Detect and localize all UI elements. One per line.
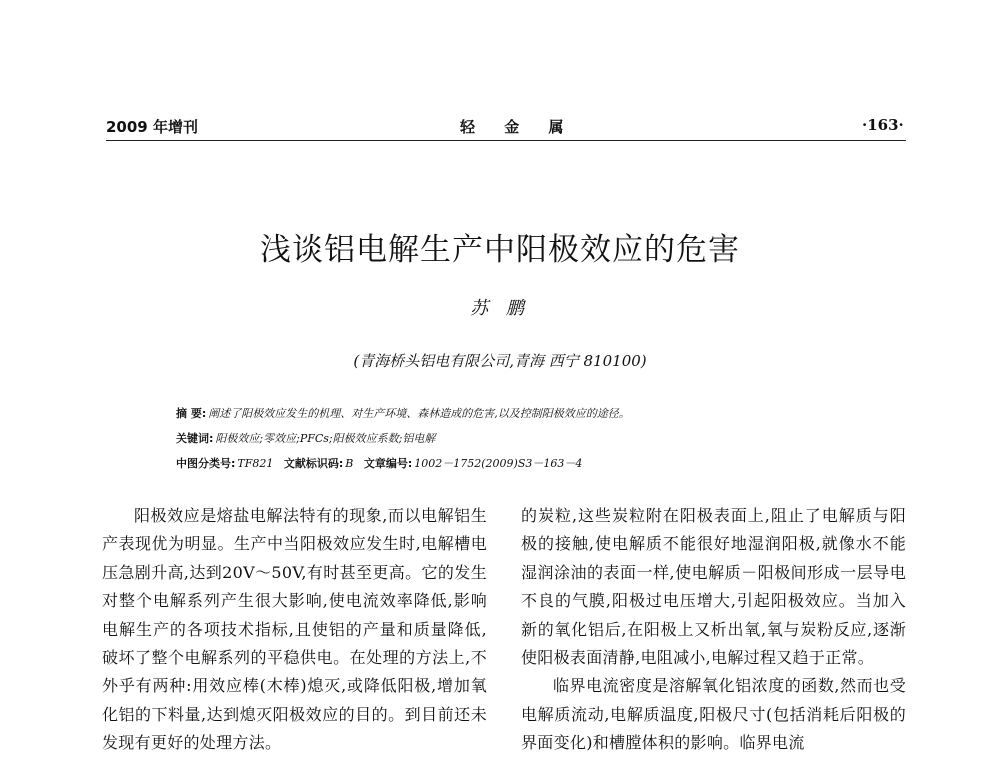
author: 苏 鹏 — [470, 298, 530, 319]
article-number-value: 1002－1752(2009)S3－163－4 — [414, 457, 583, 470]
body-paragraph: 临界电流密度是溶解氧化铝浓度的函数,然而也受电解质流动,电解质温度,阳极尺寸(包括消耗后阳极的界面变化)和槽膛体积的影响。临界电流 — [521, 676, 906, 753]
keywords-label: 关键词: — [176, 432, 214, 445]
doc-code-label: 文献标识码: — [283, 457, 344, 470]
article-number-label: 文章编号: — [363, 457, 413, 470]
doc-code-value: B — [345, 457, 354, 470]
body-paragraph: 的炭粒,这些炭粒附在阳极表面上,阻止了电解质与阳极的接触,使电解质不能很好地湿润阳极,就像水不能湿润涂油的表面一样,使电解质－阳极间形成一层导电不良的气膜,阳极过电压增大,引起阳极效应。当加入新的氧化铝后,在阳极上又析出氧,氧与炭粉反应,逐渐使阳极表面清静,电阻减小,电解过程又趋于正常。 — [521, 506, 906, 668]
clc-value: TF821 — [237, 457, 274, 470]
classification-line — [176, 455, 582, 471]
body-paragraph: 阳极效应是熔盐电解法特有的现象,而以电解铝生产表现优为明显。生产中当阳极效应发生时,电解槽电压急剧升高,达到20V～50V,有时甚至更高。它的发生对整个电解系列产生很大影响,使电流效率降低,影响电解生产的各项技术指标,且使铝的产量和质量降低,破坏了整个电解系列的平稳供电。在处理的方法上,不外乎有两种:用效应棒(木棒)熄灭,或降低阳极,增加氧化铝的下料量,达到熄灭阳极效应的目的。到目前还未发现有更好的处理方法。 — [102, 506, 487, 753]
abstract — [176, 405, 630, 421]
article-title: 浅谈铝电解生产中阳极效应的危害 — [260, 232, 740, 268]
page-number: ·163· — [862, 116, 904, 134]
affiliation: (青海桥头铝电有限公司,青海 西宁 810100) — [353, 352, 647, 370]
keywords-text: 阳极效应;零效应;PFCs;阳极效应系数;铝电解 — [215, 432, 436, 445]
header-rule — [106, 140, 906, 141]
keywords — [176, 430, 435, 446]
body-column-left — [102, 502, 487, 758]
body-column-right — [521, 502, 906, 758]
abstract-text: 阐述了阳极效应发生的机理、对生产环境、森林造成的危害,以及控制阳极效应的途径。 — [208, 407, 630, 420]
clc-label: 中图分类号: — [176, 457, 236, 470]
abstract-label: 摘 要: — [176, 407, 207, 420]
running-header-issue: 2009 年增刊 — [106, 118, 198, 136]
running-header-journal: 轻 金 属 — [460, 118, 576, 136]
